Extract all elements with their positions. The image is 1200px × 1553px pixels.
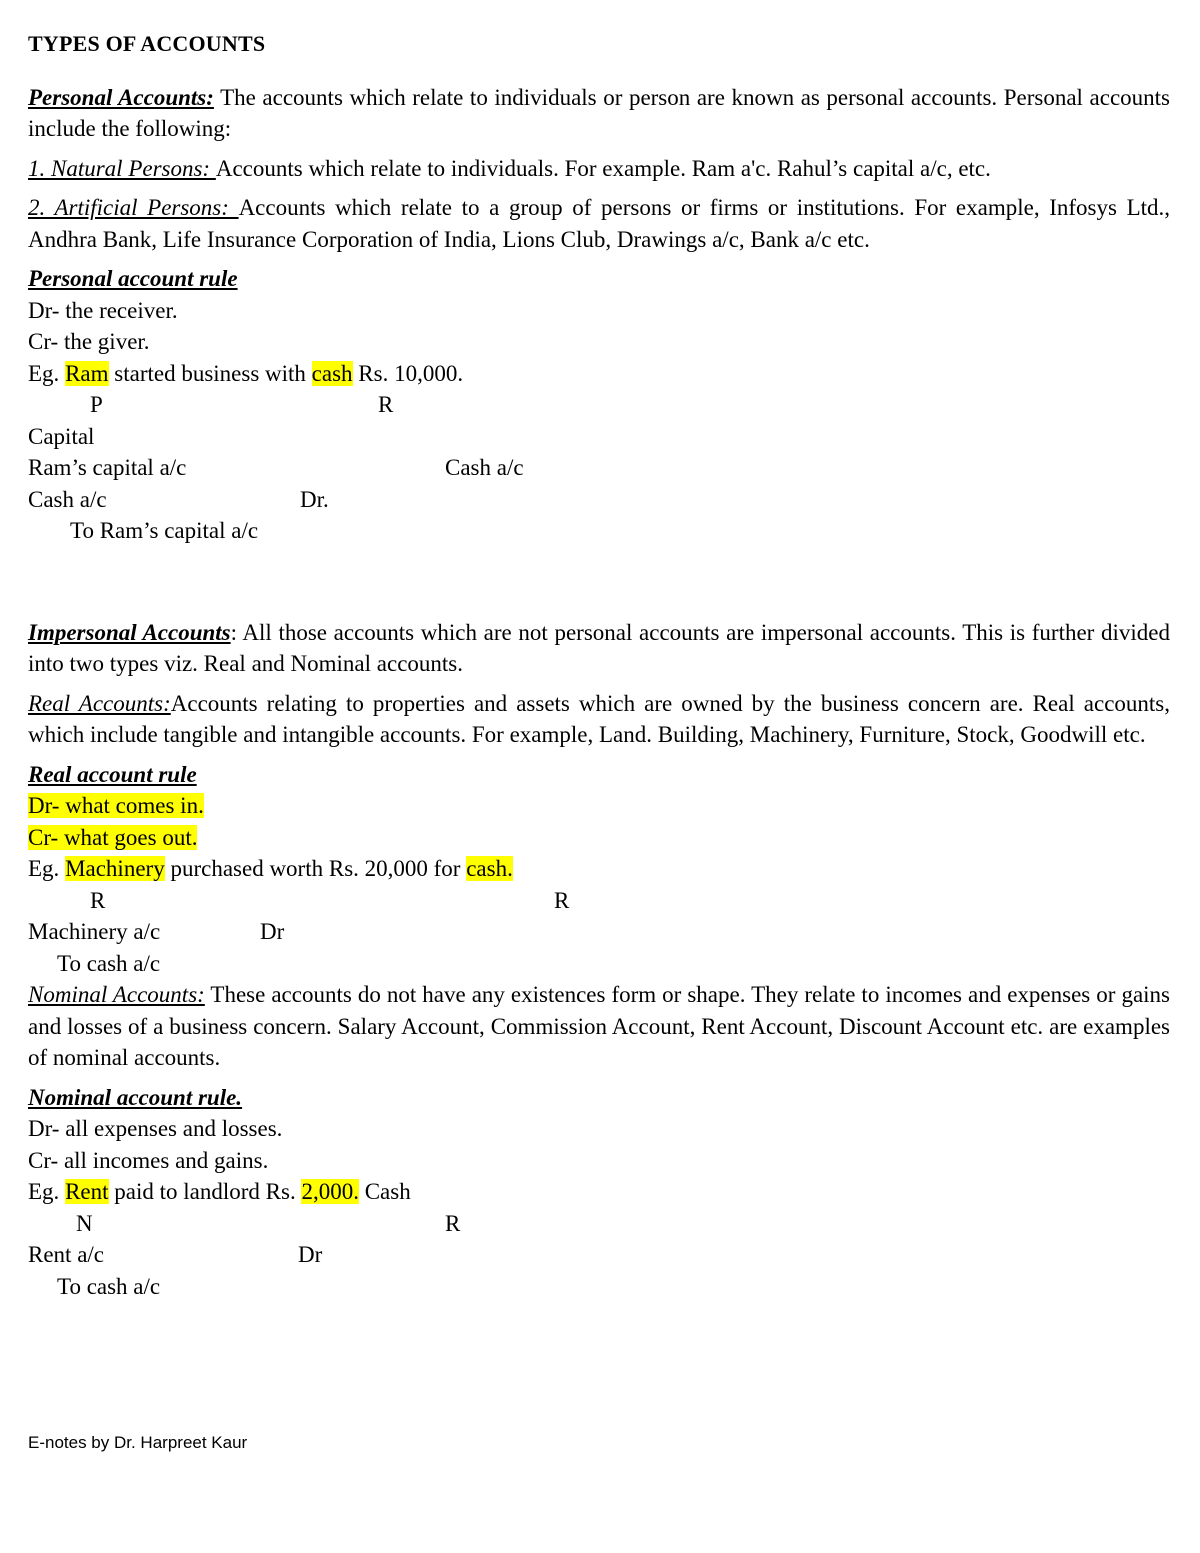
personal-rule-dr: Dr- the receiver. — [28, 297, 178, 323]
personal-accounts-heading: Personal Accounts: — [28, 84, 214, 110]
nominal-journal-dr-row — [28, 1239, 1170, 1271]
natural-persons-heading: 1. Natural Persons: — [28, 155, 216, 181]
artificial-persons-heading: 2. Artificial Persons: — [28, 195, 239, 220]
type-label-r: R — [378, 392, 394, 417]
real-journal-dr-row — [28, 916, 1170, 948]
real-rule-dr: Dr- what comes in. — [28, 793, 204, 818]
highlight-cash: cash — [311, 360, 353, 386]
page-title: TYPES OF ACCOUNTS — [28, 31, 266, 56]
personal-accounts-row — [28, 452, 1170, 484]
capital-label: Capital — [28, 423, 95, 449]
example-prefix: Eg. — [28, 1179, 66, 1204]
personal-journal-cr-row — [28, 515, 1170, 547]
highlight-amount: 2,000. — [301, 1179, 359, 1204]
example-middle: purchased worth Rs. 20,000 for — [164, 856, 467, 881]
highlight-rent: Rent — [65, 1179, 109, 1204]
journal-dr-account: Rent a/c — [28, 1242, 104, 1267]
journal-dr-label: Dr — [298, 1242, 323, 1267]
journal-cr-account: To Ram’s capital a/c — [70, 518, 259, 543]
real-accounts-heading: Real Accounts: — [28, 690, 171, 716]
nominal-journal-cr-row — [28, 1271, 1170, 1303]
artificial-persons-paragraph — [28, 192, 1170, 255]
nominal-accounts-paragraph — [28, 979, 1170, 1074]
personal-accounts-paragraph — [28, 82, 1170, 145]
footer-credit: E-notes by Dr. Harpreet Kaur — [28, 1433, 248, 1452]
real-journal-cr-row — [28, 948, 1170, 980]
type-label-r: R — [90, 887, 106, 913]
natural-persons-paragraph — [28, 153, 1170, 185]
journal-dr-account: Machinery a/c — [28, 919, 161, 944]
personal-type-row — [28, 389, 1170, 421]
real-rule-heading: Real account rule — [28, 761, 197, 787]
nominal-accounts-text: These accounts do not have any existences form or shape. They relate to incomes and expenses or gains and losses of a business concern. Salary Account, Commission Account, Rent Account, Discount Account etc. are examples of nominal accounts. — [28, 982, 1170, 1070]
example-middle: paid to landlord Rs. — [108, 1179, 302, 1204]
journal-dr-label: Dr. — [300, 486, 329, 512]
nominal-rule-dr: Dr- all expenses and losses. — [28, 1116, 283, 1141]
personal-rule-heading: Personal account rule — [28, 266, 238, 291]
personal-rule-cr: Cr- the giver. — [28, 329, 150, 354]
type-label-r: R — [554, 887, 570, 913]
journal-dr-label: Dr — [260, 919, 285, 944]
example-middle: started business with — [108, 360, 312, 386]
personal-example — [28, 358, 1170, 390]
impersonal-accounts-heading: Impersonal Accounts — [28, 619, 231, 645]
type-label-n: N — [76, 1210, 93, 1236]
example-suffix: Cash — [358, 1179, 411, 1204]
type-label-p: P — [90, 392, 103, 417]
highlight-machinery: Machinery — [65, 856, 165, 881]
natural-persons-text: Accounts which relate to individuals. For example. Ram a'c. Rahul’s capital a/c, etc. — [215, 155, 991, 181]
journal-cr-account: To cash a/c — [57, 1273, 161, 1299]
nominal-example — [28, 1176, 1170, 1208]
real-type-row — [28, 885, 1170, 917]
example-suffix: Rs. 10,000. — [352, 360, 464, 386]
highlight-cash: cash. — [466, 856, 513, 881]
artificial-persons-text: Accounts which relate to a group of persons or firms or institutions. For example, Infosys Ltd., Andhra Bank, Life Insurance Corporation of India, Lions Club, Drawings a/c, Bank a/c etc. — [28, 195, 1171, 252]
real-example — [28, 853, 1170, 885]
nominal-accounts-heading: Nominal Accounts: — [28, 982, 205, 1007]
real-rule-cr: Cr- what goes out. — [28, 824, 198, 850]
real-rule-dr-line — [28, 790, 1170, 822]
journal-dr-account: Cash a/c — [28, 486, 107, 512]
highlight-ram: Ram — [65, 360, 109, 386]
nominal-type-row — [28, 1208, 1170, 1240]
document-page — [28, 28, 1170, 1302]
account-cash: Cash a/c — [445, 455, 524, 480]
personal-journal-dr-row — [28, 484, 1170, 516]
type-label-r: R — [445, 1210, 461, 1236]
example-prefix: Eg. — [28, 856, 66, 881]
real-accounts-text: Accounts relating to properties and assets which are owned by the business concern are. Real accounts, which include tangible and intangible accounts. For example, Land. Building, Machinery, Furniture, Stock, Goodwill etc. — [28, 690, 1171, 747]
journal-cr-account: To cash a/c — [57, 950, 161, 976]
impersonal-accounts-text: : All those accounts which are not personal accounts are impersonal accounts. This is further divided into two types viz. Real and Nominal accounts. — [28, 619, 1170, 676]
nominal-rule-heading: Nominal account rule. — [28, 1084, 243, 1110]
account-rams-capital: Ram’s capital a/c — [28, 455, 187, 480]
example-prefix: Eg. — [28, 360, 66, 386]
real-rule-cr-line — [28, 822, 1170, 854]
real-accounts-paragraph — [28, 688, 1170, 751]
personal-accounts-text: The accounts which relate to individuals or person are known as personal accounts. Personal accounts include the following: — [28, 84, 1170, 141]
impersonal-accounts-paragraph — [28, 617, 1170, 680]
nominal-rule-cr: Cr- all incomes and gains. — [28, 1147, 269, 1173]
